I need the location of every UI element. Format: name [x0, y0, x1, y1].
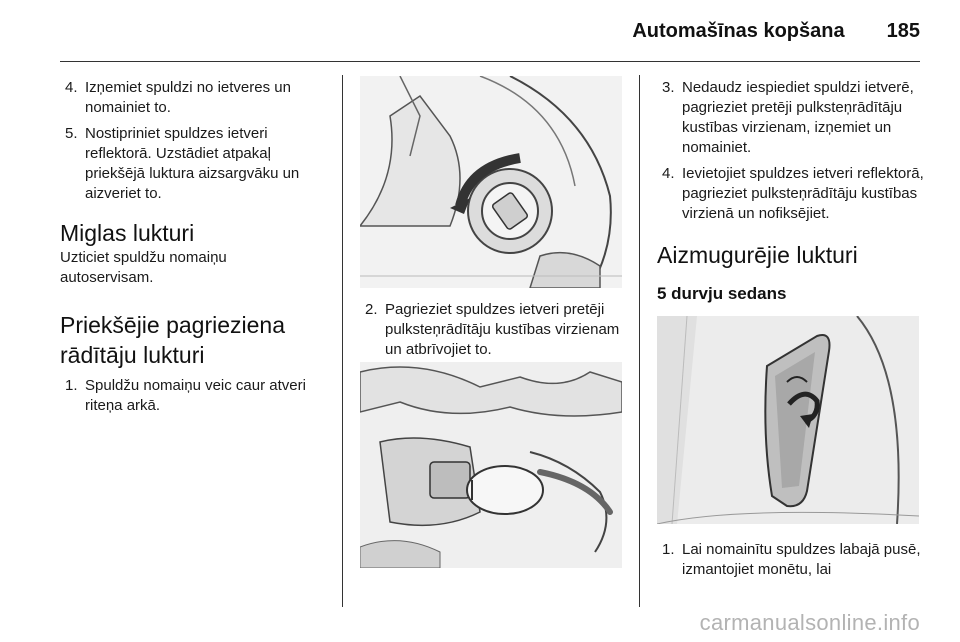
page-header	[0, 20, 920, 50]
sedan-subheading: 5 durvju sedans	[657, 284, 787, 303]
column-divider-2	[639, 75, 640, 607]
list-item: 5. Nostipriniet spuldzes ietveri reflektorā. Uzstādiet atpakaļ priekšējā luktura aizsargvāku un aizveriet to.	[65, 125, 300, 202]
bulb-removal-illustration	[360, 362, 622, 568]
steps-list-right-top	[657, 78, 925, 224]
rear-light-cover-drawing	[657, 316, 919, 524]
middle-column	[360, 300, 630, 366]
page-title: Automašīnas kopšana	[632, 20, 845, 42]
watermark: carmanualsonline.info	[699, 610, 920, 635]
rear-light-cover-illustration	[657, 316, 919, 524]
left-column	[60, 78, 332, 422]
column-divider-1	[342, 75, 343, 607]
fog-lights-heading: Miglas lukturi	[60, 220, 195, 246]
header-rule	[60, 61, 920, 62]
list-item: 4. Izņemiet spuldzi no ietveres un nomainiet to.	[65, 79, 291, 116]
bulb-holder-illustration	[360, 76, 622, 288]
steps-list-bottom	[60, 376, 332, 416]
steps-list-middle	[360, 300, 630, 360]
bulb-removal-drawing	[360, 362, 622, 568]
list-item: 1. Spuldžu nomaiņu veic caur atveri riteņa arkā.	[65, 377, 306, 414]
list-item: 4. Ievietojiet spuldzes ietveri reflektorā, pagrieziet pulksteņrādītāju kustības virzienā un nofiksējiet.	[662, 165, 924, 222]
steps-list-top	[60, 78, 332, 204]
steps-list-right-bottom	[657, 540, 925, 580]
right-column	[657, 78, 925, 306]
rear-lights-heading: Aizmugurējie lukturi	[657, 242, 858, 268]
page-number: 185	[886, 20, 920, 42]
list-item: 3. Nedaudz iespiediet spuldzi ietverē, pagrieziet pretēji pulksteņrādītāju kustības virzienam, izņemiet un nomainiet.	[662, 79, 914, 156]
turn-signals-heading: Priekšējie pagrieziena rādītāju lukturi	[60, 312, 286, 368]
right-column-bottom	[657, 540, 925, 586]
bulb-holder-drawing	[360, 76, 622, 288]
list-item: 2. Pagrieziet spuldzes ietveri pretēji pulksteņrādītāju kustības virzienam un atbrīvojiet to.	[365, 301, 620, 358]
fog-lights-text: Uzticiet spuldžu nomaiņu autoservisam.	[60, 249, 227, 286]
list-item: 1. Lai nomainītu spuldzes labajā pusē, izmantojiet monētu, lai	[662, 541, 921, 578]
